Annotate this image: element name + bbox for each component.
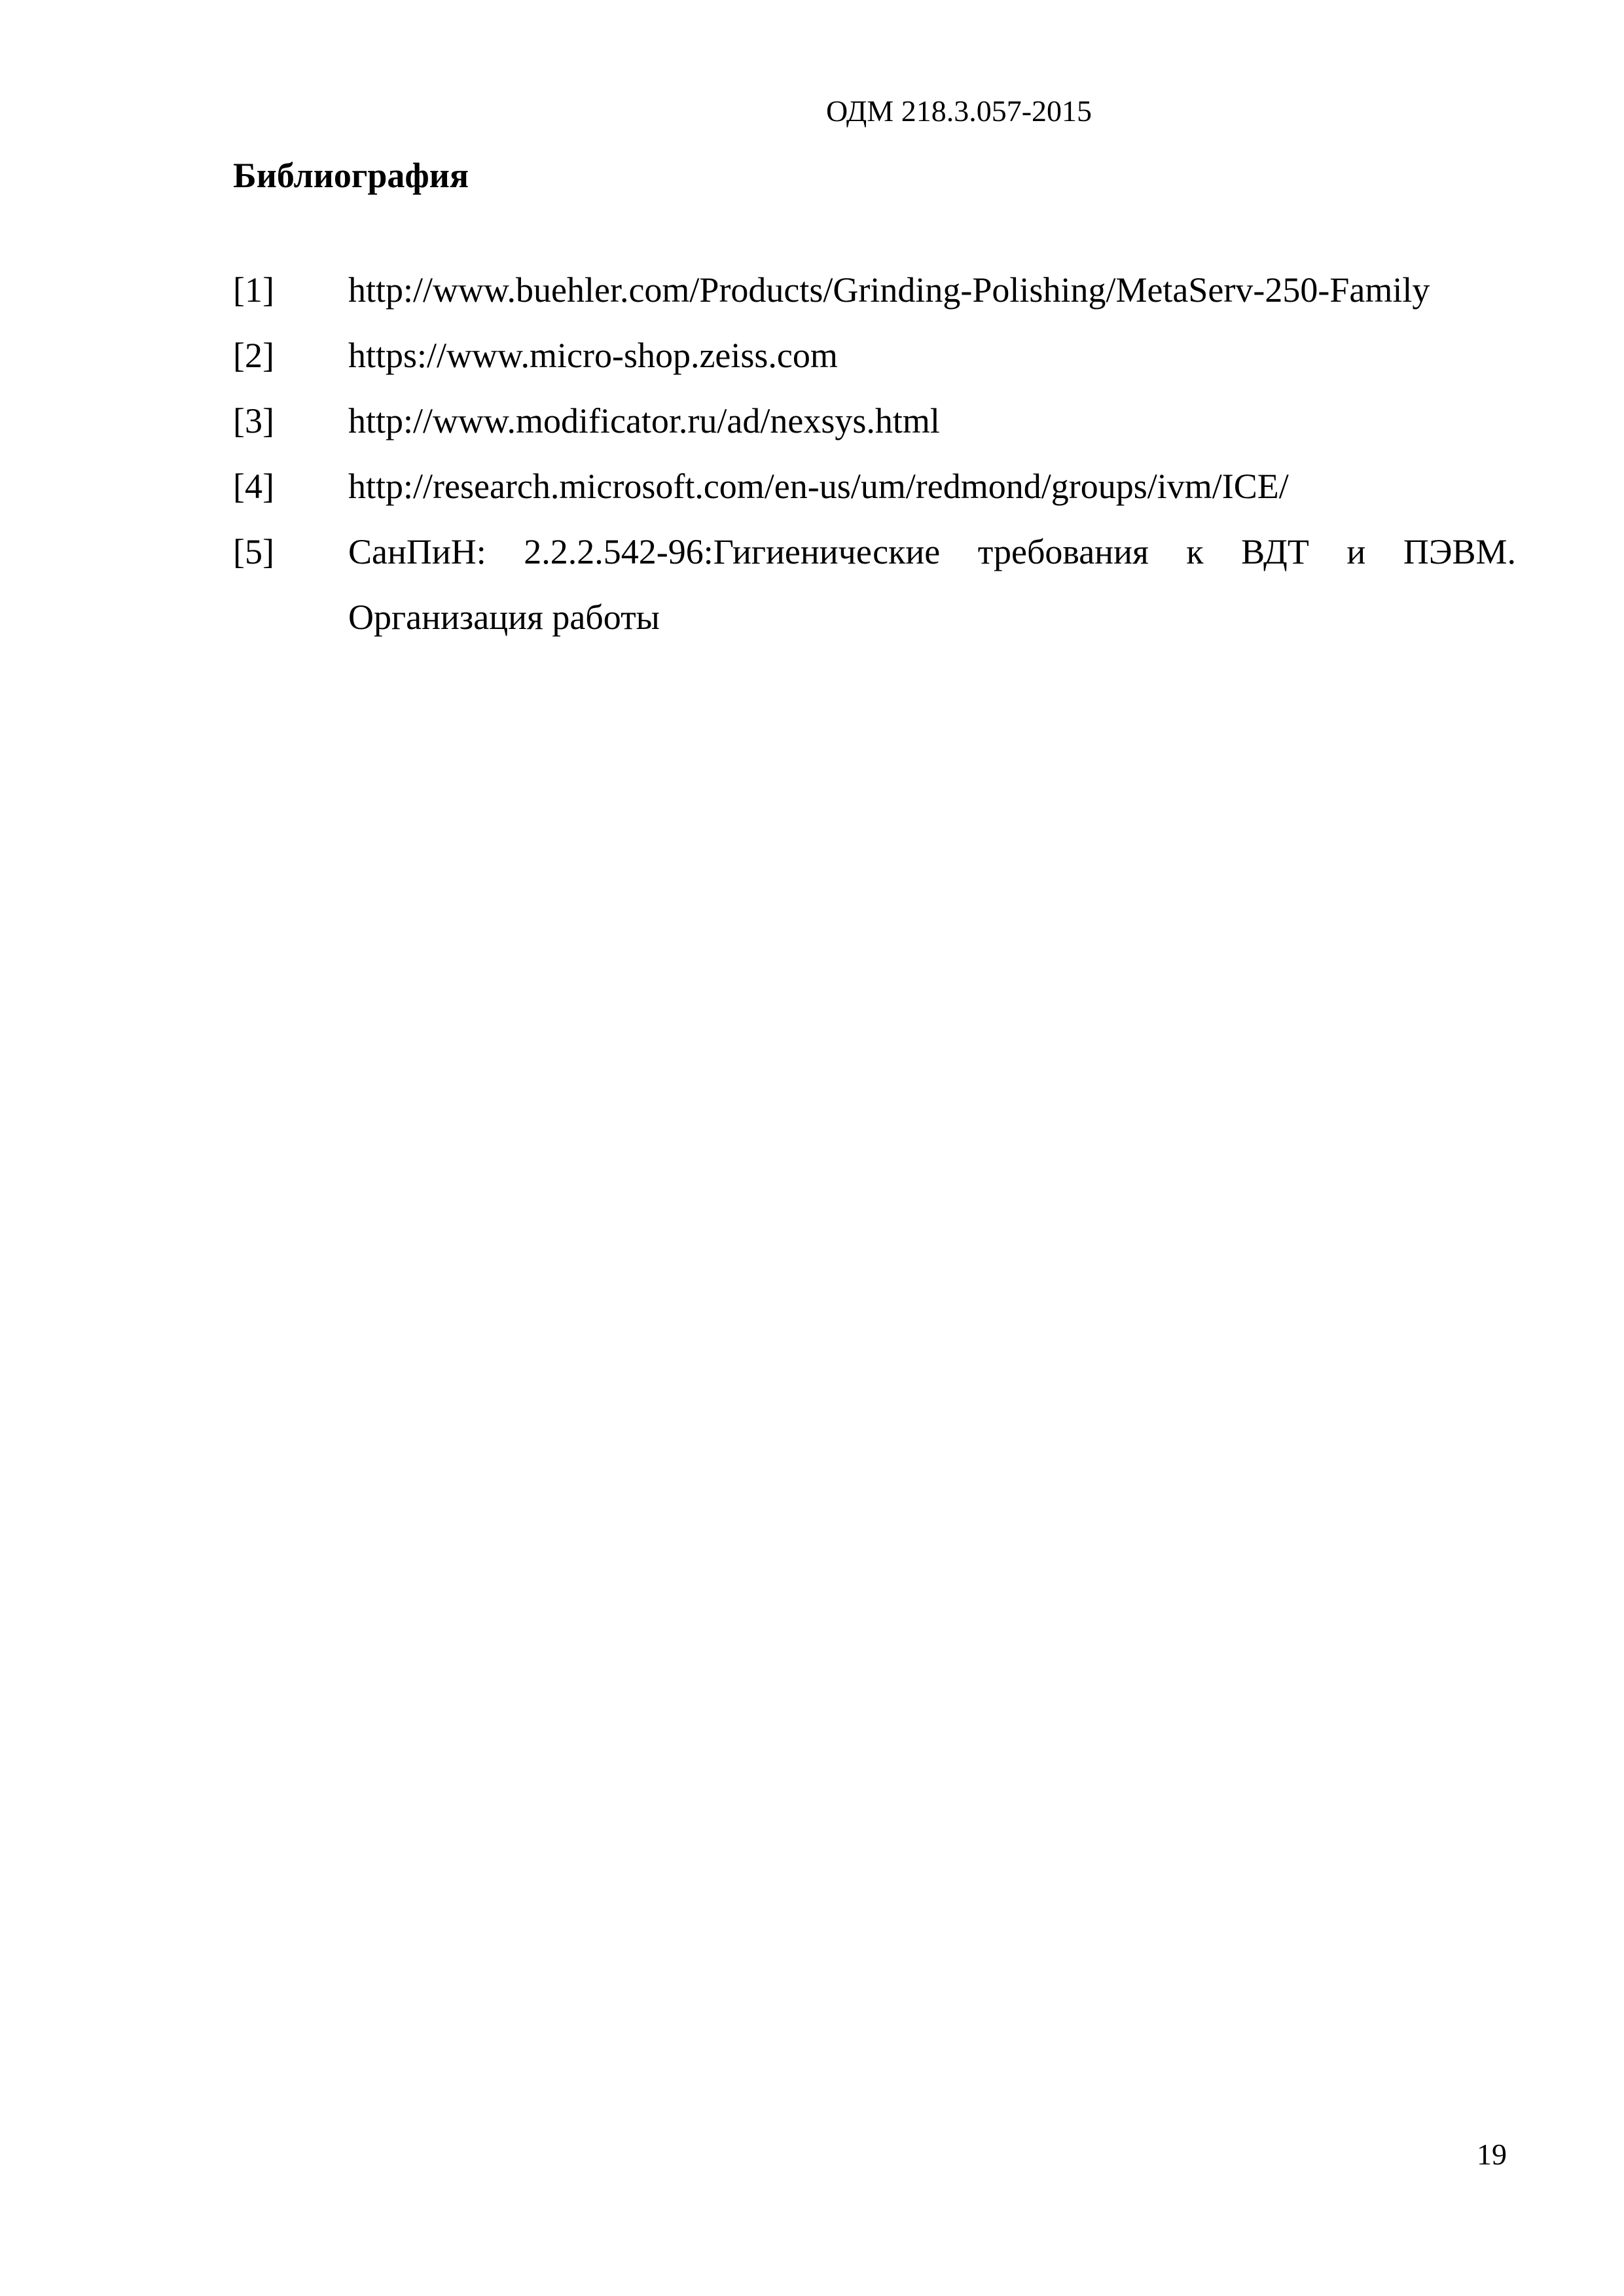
bibliography-item-number: [1] [233,270,274,310]
bibliography-list [233,257,1516,650]
bibliography-item-number: [2] [233,336,274,375]
bibliography-title: Библиография [233,156,469,195]
bibliography-item [233,388,1516,454]
bibliography-item [233,519,1516,650]
bibliography-item-text: http://research.microsoft.com/en-us/um/redmond/groups/ivm/ICE/ [348,467,1289,506]
document-code: ОДМ 218.3.057-2015 [826,94,1092,128]
bibliography-item-text: http://www.modificator.ru/ad/nexsys.html [348,401,940,440]
bibliography-item [233,454,1516,519]
bibliography-item-number: [3] [233,401,274,440]
page-number: 19 [1477,2138,1507,2171]
bibliography-item-text: https://www.micro-shop.zeiss.com [348,336,838,375]
bibliography-item-number: [4] [233,467,274,506]
bibliography-item-text: http://www.buehler.com/Products/Grinding-Polishing/MetaServ-250-Family [348,270,1430,310]
bibliography-item [233,323,1516,388]
bibliography-item-text: СанПиН: 2.2.2.542-96:Гигиенические требования к ВДТ и ПЭВМ. Организация работы [348,532,1516,637]
bibliography-item [233,257,1516,323]
bibliography-item-number: [5] [233,532,274,571]
